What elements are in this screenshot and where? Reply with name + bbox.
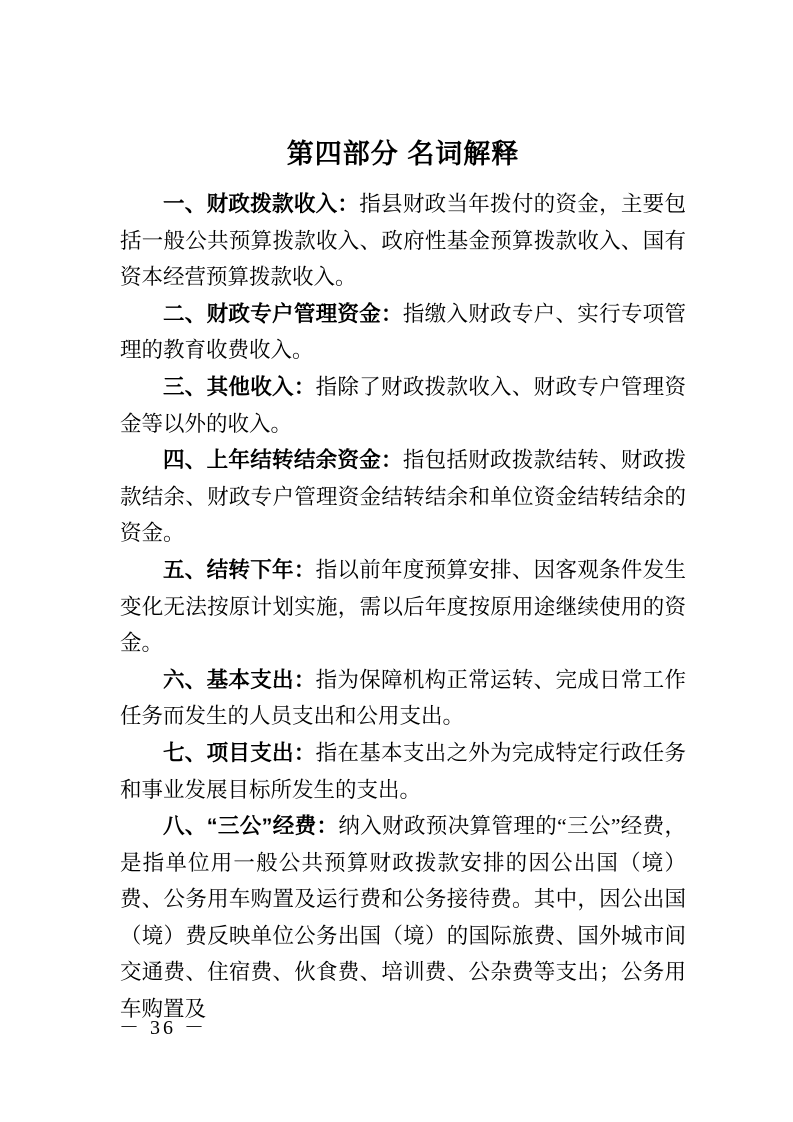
glossary-term-5: 五、结转下年： xyxy=(163,557,316,582)
glossary-paragraph-1 xyxy=(120,186,686,296)
glossary-paragraph-2 xyxy=(120,296,686,369)
glossary-definition-8: 纳入财政预决算管理的“三公”经费，是指单位用一般公共预算财政拨款安排的因公出国（境）费、公务用车购置及运行费和公务接待费。其中，因公出国（境）费反映单位公务出国（境）的国际旅费、国外城市间交通费、住宿费、伙食费、培训费、公杂费等支出；公务用车购置及 xyxy=(120,814,686,1022)
glossary-definition-6: 指为保障机构正常运转、完成日常工作任务而发生的人员支出和公用支出。 xyxy=(120,667,686,729)
glossary-term-7: 七、项目支出： xyxy=(163,740,316,765)
glossary-term-8: 八、“三公”经费： xyxy=(163,814,339,839)
glossary-content xyxy=(120,186,686,1028)
glossary-paragraph-3 xyxy=(120,369,686,442)
page-number: － 36 － xyxy=(119,1017,207,1039)
page-title: 第四部分 名词解释 xyxy=(286,139,520,169)
glossary-term-2: 二、财政专户管理资金： xyxy=(163,301,403,326)
page-footer xyxy=(119,1013,207,1043)
glossary-term-4: 四、上年结转结余资金： xyxy=(163,448,403,473)
glossary-definition-4: 指包括财政拨款结转、财政拨款结余、财政专户管理资金结转结余和单位资金结转结余的资金。 xyxy=(120,448,686,546)
glossary-paragraph-8 xyxy=(120,808,686,1028)
glossary-definition-5: 指以前年度预算安排、因客观条件发生变化无法按原计划实施，需以后年度按原用途继续使用的资金。 xyxy=(120,557,686,656)
glossary-paragraph-4 xyxy=(120,442,686,552)
glossary-term-6: 六、基本支出： xyxy=(163,667,316,692)
glossary-definition-7: 指在基本支出之外为完成特定行政任务和事业发展目标所发生的支出。 xyxy=(120,740,686,802)
glossary-definition-2: 指缴入财政专户、实行专项管理的教育收费收入。 xyxy=(120,301,686,363)
glossary-paragraph-6 xyxy=(120,662,686,735)
glossary-term-1: 一、财政拨款收入： xyxy=(163,192,360,216)
glossary-paragraph-7 xyxy=(120,735,686,808)
glossary-paragraph-5 xyxy=(120,552,686,662)
glossary-definition-3: 指除了财政拨款收入、财政专户管理资金等以外的收入。 xyxy=(120,374,686,436)
glossary-term-3: 三、其他收入： xyxy=(163,374,316,399)
glossary-definition-1: 指县财政当年拨付的资金，主要包括一般公共预算拨款收入、政府性基金预算拨款收入、国有资本经营预算拨款收入。 xyxy=(120,192,686,290)
